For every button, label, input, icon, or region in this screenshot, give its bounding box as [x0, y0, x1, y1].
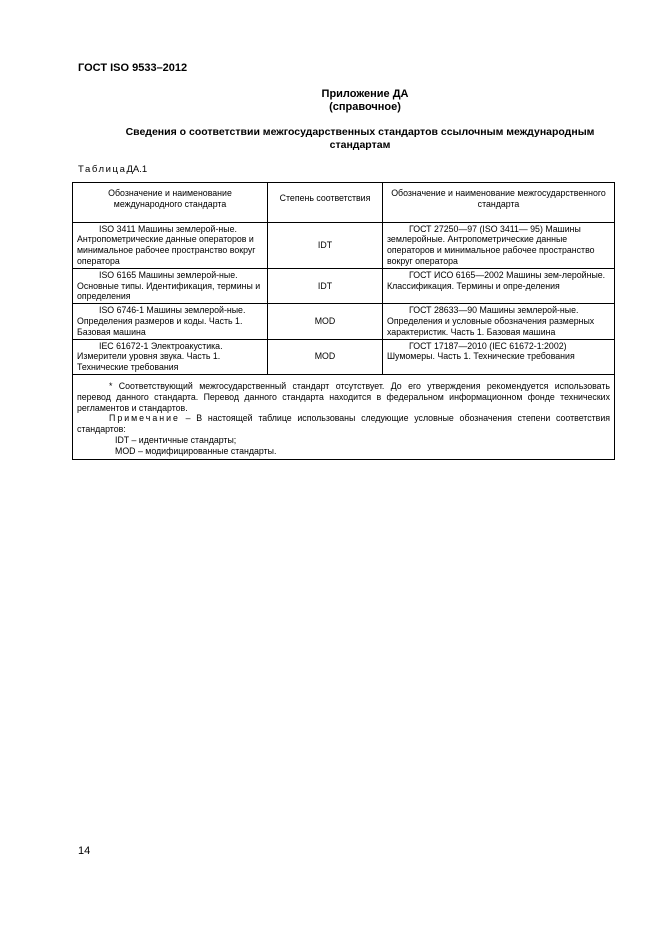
- annex-title: Приложение ДА: [321, 88, 409, 100]
- cell-degree: MOD: [268, 304, 383, 339]
- cell-degree: IDT: [268, 222, 383, 268]
- cell-interstate: ГОСТ 27250—97 (ISO 3411— 95) Машины землеройные. Антропометрические данные операторов и минимальное рабочее пространство вокруг оператора: [383, 222, 615, 268]
- footnote: * Соответствующий межгосударственный стандарт отсутствует. До его утверждения рекомендуется использовать перевод данного стандарта. Перевод данного стандарта находится в федеральном информационном фонде технических регламентов и стандартов.: [77, 380, 610, 413]
- page-number: 14: [78, 845, 91, 857]
- correspondence-table: [72, 182, 615, 460]
- table-row: [73, 222, 615, 268]
- cell-interstate: ГОСТ 17187—2010 (IEC 61672-1:2002) Шумомеры. Часть 1. Технические требования: [383, 339, 615, 374]
- annex-heading: [300, 88, 430, 114]
- legend-item-idt: IDT – идентичные стандарты;: [115, 434, 237, 445]
- table-row: [73, 268, 615, 303]
- cell-international: ISO 6165 Машины землерой-ные. Основные типы. Идентификация, термины и определения: [73, 268, 268, 303]
- table-row: [73, 304, 615, 339]
- header-international: Обозначение и наименование международного стандарта: [73, 183, 268, 223]
- cell-international: ISO 3411 Машины землерой-ные. Антропометрические данные операторов и минимальное рабочее пространство вокруг оператора: [73, 222, 268, 268]
- table-notes: [73, 374, 615, 459]
- table-caption: [78, 164, 147, 175]
- note-text: – В настоящей таблице использованы следующие условные обозначения степени соответствия стандартов:: [77, 413, 610, 435]
- note-label: Примечание: [109, 413, 180, 424]
- cell-interstate: ГОСТ 28633—90 Машины землерой-ные. Определения и условные обозначения размерных характеристик. Часть 1. Базовая машина: [383, 304, 615, 339]
- cell-international: IEC 61672-1 Электроакустика. Измерители уровня звука. Часть 1. Технические требования: [73, 339, 268, 374]
- document-code: ГОСТ ISO 9533–2012: [78, 62, 188, 74]
- header-interstate: Обозначение и наименование межгосударственного стандарта: [383, 183, 615, 223]
- header-degree: Степень соответствия: [268, 183, 383, 223]
- section-title: Сведения о соответствии межгосударственных стандартов ссылочным международным стандартам: [125, 126, 595, 151]
- table-caption-word: Таблица: [78, 164, 127, 175]
- table-caption-number: ДА.1: [126, 164, 148, 175]
- legend-item-mod: MOD – модифицированные стандарты.: [115, 445, 277, 456]
- cell-degree: IDT: [268, 268, 383, 303]
- annex-subtitle: (справочное): [329, 101, 401, 113]
- table-row: [73, 339, 615, 374]
- cell-interstate: ГОСТ ИСО 6165—2002 Машины зем-леройные. Классификация. Термины и опре-деления: [383, 268, 615, 303]
- cell-degree: MOD: [268, 339, 383, 374]
- cell-international: ISO 6746-1 Машины землерой-ные. Определения размеров и коды. Часть 1. Базовая машина: [73, 304, 268, 339]
- table-header-row: [73, 183, 615, 223]
- note: [77, 413, 610, 435]
- table-notes-row: [73, 374, 615, 459]
